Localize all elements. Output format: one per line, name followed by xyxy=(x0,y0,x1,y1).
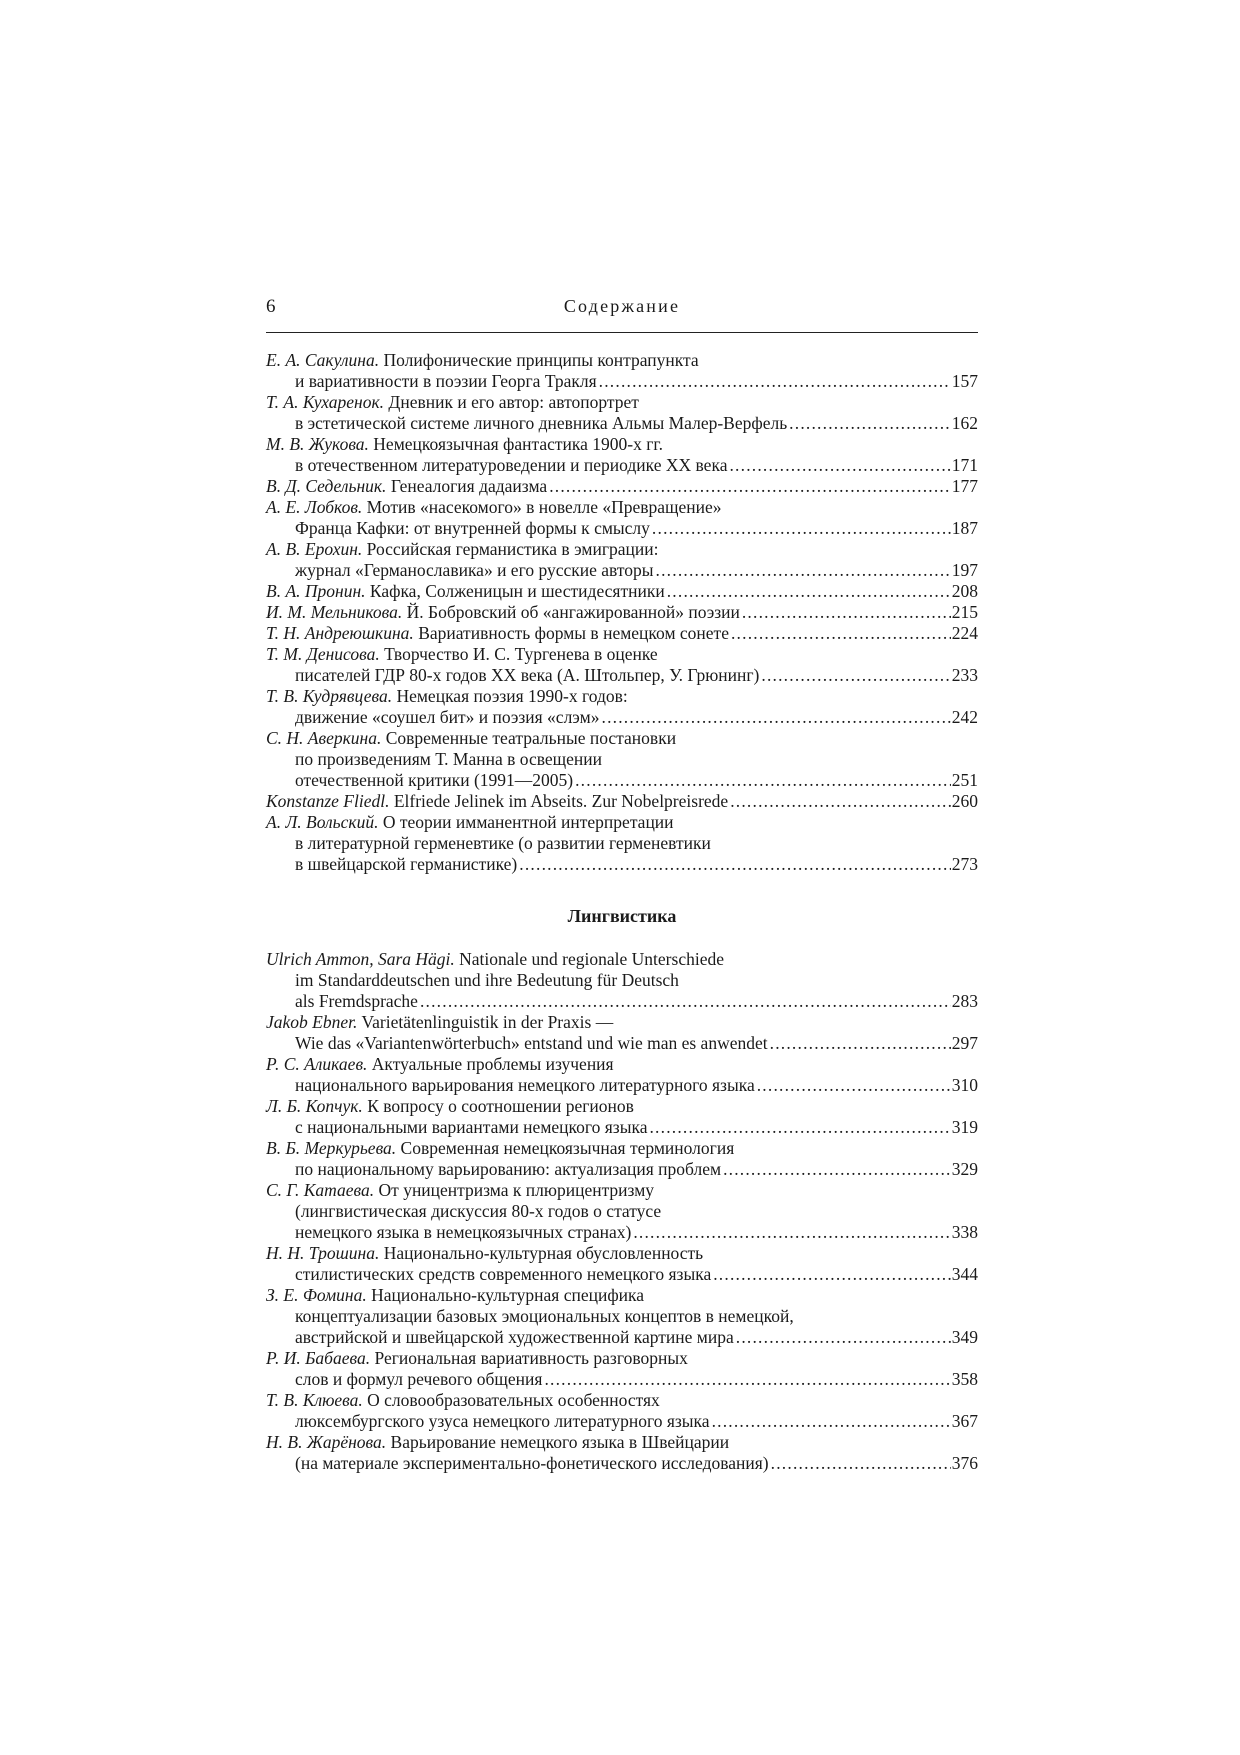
toc-entry[interactable] xyxy=(266,581,978,602)
toc-page-number: 376 xyxy=(951,1453,978,1473)
toc-line-content xyxy=(266,497,722,517)
toc-line-content xyxy=(266,623,729,644)
toc-line xyxy=(266,854,978,875)
dot-leader xyxy=(575,770,951,791)
toc-entry[interactable] xyxy=(266,1138,978,1180)
toc-page-number: 329 xyxy=(951,1159,978,1179)
toc-line-content xyxy=(266,1243,703,1263)
toc-line-content xyxy=(295,1327,734,1348)
toc-line xyxy=(266,518,978,539)
toc-line-content xyxy=(266,1054,614,1074)
toc-title-text: в швейцарской германистике) xyxy=(295,854,518,874)
toc-title-text: Региональная вариативность разговорных xyxy=(374,1348,688,1368)
toc-title-text: Генеалогия дадаизма xyxy=(390,476,548,496)
toc-line-content xyxy=(295,455,727,476)
toc-author: В. Б. Меркурьева. xyxy=(266,1138,397,1158)
toc-author: Н. Н. Трошина. xyxy=(266,1243,380,1263)
toc-line xyxy=(266,1075,978,1096)
toc-line-content xyxy=(295,1033,768,1054)
section-heading: Лингвистика xyxy=(567,906,677,926)
toc-line xyxy=(266,749,978,770)
toc-line-content xyxy=(266,728,676,748)
toc-line xyxy=(266,1138,978,1159)
toc-line xyxy=(266,770,978,791)
toc-title-text: люксембургского узуса немецкого литературного языка xyxy=(295,1411,710,1431)
toc-author: М. В. Жукова. xyxy=(266,434,369,454)
toc-line-content xyxy=(266,1012,613,1032)
toc-page-number: 242 xyxy=(951,707,978,727)
toc-title-text: Дневник и его автор: автопортрет xyxy=(388,392,639,412)
toc-line xyxy=(266,1096,978,1117)
toc-line-content xyxy=(266,539,659,559)
toc-page-number: 251 xyxy=(951,770,978,790)
toc-line xyxy=(266,665,978,686)
dot-leader xyxy=(742,602,951,623)
toc-line-content xyxy=(266,949,724,969)
toc-line xyxy=(266,833,978,854)
toc-line-content xyxy=(295,413,787,434)
toc-line-content xyxy=(266,791,728,812)
toc-line xyxy=(266,812,978,833)
toc-author: Т. Н. Андреюшкина. xyxy=(266,623,414,643)
dot-leader xyxy=(731,623,951,644)
toc-line xyxy=(266,1306,978,1327)
dot-leader xyxy=(713,1264,951,1285)
toc-line-content xyxy=(266,812,674,832)
toc-title-text: Немецкоязычная фантастика 1900-х гг. xyxy=(373,434,663,454)
toc-line xyxy=(266,1264,978,1285)
toc-line-content xyxy=(266,1390,660,1410)
toc-author: Т. В. Клюева. xyxy=(266,1390,363,1410)
toc-page-number: 187 xyxy=(951,518,978,538)
toc-line-content xyxy=(266,686,628,706)
toc-title-text: Кафка, Солженицын и шестидесятники xyxy=(369,581,665,601)
toc-title-text: стилистических средств современного немецкого языка xyxy=(295,1264,712,1284)
toc-line-content xyxy=(266,1180,654,1200)
toc-title-text: концептуализации базовых эмоциональных концептов в немецкой, xyxy=(295,1306,794,1326)
toc-line xyxy=(266,1369,978,1390)
toc-line xyxy=(266,1159,978,1180)
toc-entry[interactable] xyxy=(266,1348,978,1390)
toc-entry[interactable] xyxy=(266,1096,978,1138)
toc-line-content xyxy=(295,833,711,853)
toc-line xyxy=(266,1327,978,1348)
dot-leader xyxy=(736,1327,951,1348)
toc-entry[interactable] xyxy=(266,791,978,812)
toc-line-content xyxy=(295,560,654,581)
toc-title-text: по национальному варьированию: актуализация проблем xyxy=(295,1159,722,1179)
toc-entry[interactable] xyxy=(266,434,978,476)
toc-author: С. Г. Катаева. xyxy=(266,1180,375,1200)
toc-page-number: 157 xyxy=(951,371,978,391)
toc-line-content xyxy=(295,1369,542,1390)
toc-line xyxy=(266,949,978,970)
toc-line-content xyxy=(266,581,665,602)
toc-title-text: Мотив «насекомого» в новелле «Превращение» xyxy=(366,497,722,517)
toc-line-content xyxy=(266,1348,688,1368)
toc-line xyxy=(266,1432,978,1453)
toc-line xyxy=(266,1033,978,1054)
toc-line xyxy=(266,1453,978,1474)
toc-line xyxy=(266,970,978,991)
toc-page-number: 338 xyxy=(951,1222,978,1242)
toc-page-number: 215 xyxy=(951,602,978,622)
toc-entry[interactable] xyxy=(266,602,978,623)
dot-leader xyxy=(667,581,951,602)
toc-page-number: 197 xyxy=(951,560,978,580)
dot-leader xyxy=(761,665,950,686)
toc-line-content xyxy=(295,665,759,686)
toc-title-text: Немецкая поэзия 1990-х годов: xyxy=(396,686,628,706)
toc-line xyxy=(266,560,978,581)
toc-author: В. А. Пронин. xyxy=(266,581,366,601)
toc-title-text: Nationale und regionale Unterschiede xyxy=(459,949,724,969)
toc-line xyxy=(266,1012,978,1033)
toc-line-content xyxy=(295,1117,647,1138)
toc-entry[interactable] xyxy=(266,644,978,686)
toc-title-text: Современные театральные постановки xyxy=(385,728,677,748)
toc-entry[interactable] xyxy=(266,623,978,644)
toc-author: А. Л. Вольский. xyxy=(266,812,379,832)
toc-line xyxy=(266,686,978,707)
dot-leader xyxy=(544,1369,950,1390)
toc-line-content xyxy=(295,1411,710,1432)
toc-line xyxy=(266,1117,978,1138)
toc-title-text: отечественной критики (1991—2005) xyxy=(295,770,574,790)
toc-line xyxy=(266,434,978,455)
toc-line-content xyxy=(266,1138,734,1158)
toc-line xyxy=(266,581,978,602)
toc-line xyxy=(266,1348,978,1369)
toc-line-content xyxy=(295,1306,794,1326)
toc-line xyxy=(266,350,978,371)
toc-line xyxy=(266,728,978,749)
toc-entry[interactable] xyxy=(266,476,978,497)
toc-line xyxy=(266,1201,978,1222)
toc-title-text: Варьирование немецкого языка в Швейцарии xyxy=(390,1432,730,1452)
toc-title-text: als Fremdsprache xyxy=(295,991,418,1011)
dot-leader xyxy=(712,1411,951,1432)
toc-title-text: писателей ГДР 80-х годов XX века (А. Штольпер, У. Грюнинг) xyxy=(295,665,760,685)
toc-line xyxy=(266,1411,978,1432)
toc-title-text: австрийской и швейцарской художественной картине мира xyxy=(295,1327,734,1347)
toc-line-content xyxy=(266,1285,644,1305)
toc-page-number: 319 xyxy=(951,1117,978,1137)
dot-leader xyxy=(656,560,951,581)
toc-title-text: журнал «Германославика» и его русские авторы xyxy=(295,560,654,580)
toc-title-text: К вопросу о соотношении регионов xyxy=(367,1096,634,1116)
toc-page-number: 171 xyxy=(951,455,978,475)
toc-page-number: 349 xyxy=(951,1327,978,1347)
toc-line-content xyxy=(266,602,740,623)
toc-title-text: Франца Кафки: от внутренней формы к смыслу xyxy=(295,518,650,538)
dot-leader xyxy=(723,1159,951,1180)
dot-leader xyxy=(770,1033,951,1054)
toc-page-number: 358 xyxy=(951,1369,978,1389)
toc-author: Konstanze Fliedl. xyxy=(266,791,390,811)
toc-line-content xyxy=(266,644,658,664)
toc-author: А. Е. Лобков. xyxy=(266,497,363,517)
toc-title-text: Национально-культурная специфика xyxy=(371,1285,645,1305)
toc-title-text: im Standarddeutschen und ihre Bedeutung für Deutsch xyxy=(295,970,679,990)
toc-entry[interactable] xyxy=(266,539,978,581)
toc-line-content xyxy=(266,1432,729,1452)
toc-page-number: 283 xyxy=(951,991,978,1011)
toc-page-number: 260 xyxy=(951,791,978,811)
toc-author: Т. А. Кухаренок. xyxy=(266,392,385,412)
dot-leader xyxy=(649,1117,950,1138)
toc-title-text: Российская германистика в эмиграции: xyxy=(366,539,659,559)
toc-author: Ulrich Ammon, Sara Hägi. xyxy=(266,949,455,969)
toc-page-number: 273 xyxy=(951,854,978,874)
toc-entry[interactable] xyxy=(266,1012,978,1054)
toc-line xyxy=(266,1243,978,1264)
toc-title-text: Современная немецкоязычная терминология xyxy=(400,1138,735,1158)
toc-line-content xyxy=(295,749,602,769)
toc-author: С. Н. Аверкина. xyxy=(266,728,382,748)
dot-leader xyxy=(652,518,951,539)
toc-author: З. Е. Фомина. xyxy=(266,1285,367,1305)
toc-page-number: 208 xyxy=(951,581,978,601)
toc-line xyxy=(266,392,978,413)
toc-line-content xyxy=(295,970,679,990)
toc-entry[interactable] xyxy=(266,728,978,791)
toc-line-content xyxy=(295,371,597,392)
toc-author: Р. С. Аликаев. xyxy=(266,1054,368,1074)
toc-page-number: 162 xyxy=(951,413,978,433)
running-title: Содержание xyxy=(563,296,681,316)
toc-title-text: Национально-культурная обусловленность xyxy=(383,1243,704,1263)
toc-line xyxy=(266,476,978,497)
toc-title-text: Полифонические принципы контрапункта xyxy=(383,350,699,370)
toc-title-text: О словообразовательных особенностях xyxy=(367,1390,660,1410)
toc-line xyxy=(266,1285,978,1306)
toc-line-content xyxy=(295,1075,755,1096)
table-of-contents xyxy=(266,350,978,1474)
toc-title-text: по произведениям Т. Манна в освещении xyxy=(295,749,602,769)
toc-line-content xyxy=(266,434,663,454)
toc-line-content xyxy=(295,854,517,875)
toc-entry[interactable] xyxy=(266,686,978,728)
toc-line-content xyxy=(266,1096,634,1116)
page-header xyxy=(266,292,978,333)
toc-line xyxy=(266,413,978,434)
toc-entry[interactable] xyxy=(266,497,978,539)
toc-page-number: 367 xyxy=(951,1411,978,1431)
dot-leader xyxy=(549,476,951,497)
toc-author: В. Д. Седельник. xyxy=(266,476,387,496)
toc-line-content xyxy=(295,1201,661,1221)
toc-author: Т. М. Денисова. xyxy=(266,644,380,664)
toc-entry[interactable] xyxy=(266,1243,978,1285)
dot-leader xyxy=(789,413,951,434)
toc-line xyxy=(266,1390,978,1411)
toc-title-text: От уницентризма к плюрицентризму xyxy=(378,1180,655,1200)
toc-title-text: Вариативность формы в немецком сонете xyxy=(418,623,729,643)
toc-title-text: (на материале экспериментально-фонетического исследования) xyxy=(295,1453,769,1473)
toc-title-text: немецкого языка в немецкоязычных странах) xyxy=(295,1222,632,1242)
toc-page-number: 224 xyxy=(951,623,978,643)
toc-author: Р. И. Бабаева. xyxy=(266,1348,371,1368)
page-number: 6 xyxy=(266,296,276,317)
toc-line-content xyxy=(266,350,699,370)
toc-author: Л. Б. Копчук. xyxy=(266,1096,363,1116)
toc-line xyxy=(266,791,978,812)
toc-title-text: слов и формул речевого общения xyxy=(295,1369,543,1389)
toc-page-number: 297 xyxy=(951,1033,978,1053)
dot-leader xyxy=(729,455,950,476)
toc-line-content xyxy=(295,770,573,791)
dot-leader xyxy=(420,991,951,1012)
toc-title-text: (лингвистическая дискуссия 80-х годов о статусе xyxy=(295,1201,662,1221)
toc-title-text: и вариативности в поэзии Георга Тракля xyxy=(295,371,597,391)
toc-line xyxy=(266,707,978,728)
toc-title-text: движение «соушел бит» и поэзия «слэм» xyxy=(295,707,600,727)
toc-title-text: Й. Бобровский об «ангажированной» поэзии xyxy=(406,602,740,622)
dot-leader xyxy=(602,707,951,728)
toc-entry[interactable] xyxy=(266,812,978,875)
toc-entry[interactable] xyxy=(266,392,978,434)
toc-author: Т. В. Кудрявцева. xyxy=(266,686,393,706)
toc-title-text: в литературной герменевтике (о развитии герменевтики xyxy=(295,833,711,853)
toc-entry[interactable] xyxy=(266,949,978,1012)
dot-leader xyxy=(599,371,951,392)
dot-leader xyxy=(519,854,950,875)
toc-line-content xyxy=(295,1264,711,1285)
toc-title-text: О теории имманентной интерпретации xyxy=(382,812,674,832)
toc-entry[interactable] xyxy=(266,1390,978,1432)
toc-author: Н. В. Жарёнова. xyxy=(266,1432,387,1452)
dot-leader xyxy=(771,1453,951,1474)
toc-line-content xyxy=(295,518,650,539)
toc-line xyxy=(266,497,978,518)
toc-line-content xyxy=(266,392,639,412)
toc-entry[interactable] xyxy=(266,1180,978,1243)
toc-line-content xyxy=(266,476,547,497)
toc-entry[interactable] xyxy=(266,1054,978,1096)
toc-entry[interactable] xyxy=(266,1432,978,1474)
toc-author: А. В. Ерохин. xyxy=(266,539,363,559)
toc-author: И. М. Мельникова. xyxy=(266,602,403,622)
toc-entry[interactable] xyxy=(266,1285,978,1348)
toc-line xyxy=(266,539,978,560)
toc-title-text: в эстетической системе личного дневника Альмы Малер-Верфель xyxy=(295,413,788,433)
toc-line xyxy=(266,371,978,392)
dot-leader xyxy=(633,1222,950,1243)
toc-page-number: 233 xyxy=(951,665,978,685)
toc-line-content xyxy=(295,1453,769,1474)
toc-title-text: Wie das «Variantenwörterbuch» entstand und wie man es anwendet xyxy=(295,1033,768,1053)
toc-author: Jakob Ebner. xyxy=(266,1012,358,1032)
toc-title-text: Творчество И. С. Тургенева в оценке xyxy=(384,644,658,664)
dot-leader xyxy=(757,1075,951,1096)
toc-line xyxy=(266,1180,978,1201)
toc-title-text: Varietätenlinguistik in der Praxis — xyxy=(361,1012,614,1032)
dot-leader xyxy=(730,791,951,812)
toc-line xyxy=(266,602,978,623)
toc-line xyxy=(266,455,978,476)
toc-title-text: Актуальные проблемы изучения xyxy=(371,1054,614,1074)
toc-title-text: с национальными вариантами немецкого языка xyxy=(295,1117,648,1137)
toc-title-text: в отечественном литературоведении и периодике XX века xyxy=(295,455,728,475)
toc-page-number: 344 xyxy=(951,1264,978,1284)
toc-author: Е. А. Сакулина. xyxy=(266,350,380,370)
toc-line-content xyxy=(295,1222,631,1243)
toc-line xyxy=(266,1054,978,1075)
toc-line-content xyxy=(295,707,600,728)
toc-page-number: 177 xyxy=(951,476,978,496)
toc-line xyxy=(266,644,978,665)
toc-line xyxy=(266,1222,978,1243)
toc-entry[interactable] xyxy=(266,350,978,392)
toc-title-text: Elfriede Jelinek im Abseits. Zur Nobelpreisrede xyxy=(393,791,729,811)
toc-line-content xyxy=(295,1159,721,1180)
toc-title-text: национального варьирования немецкого литературного языка xyxy=(295,1075,755,1095)
toc-page-number: 310 xyxy=(951,1075,978,1095)
toc-line xyxy=(266,623,978,644)
toc-line xyxy=(266,991,978,1012)
toc-line-content xyxy=(295,991,418,1012)
